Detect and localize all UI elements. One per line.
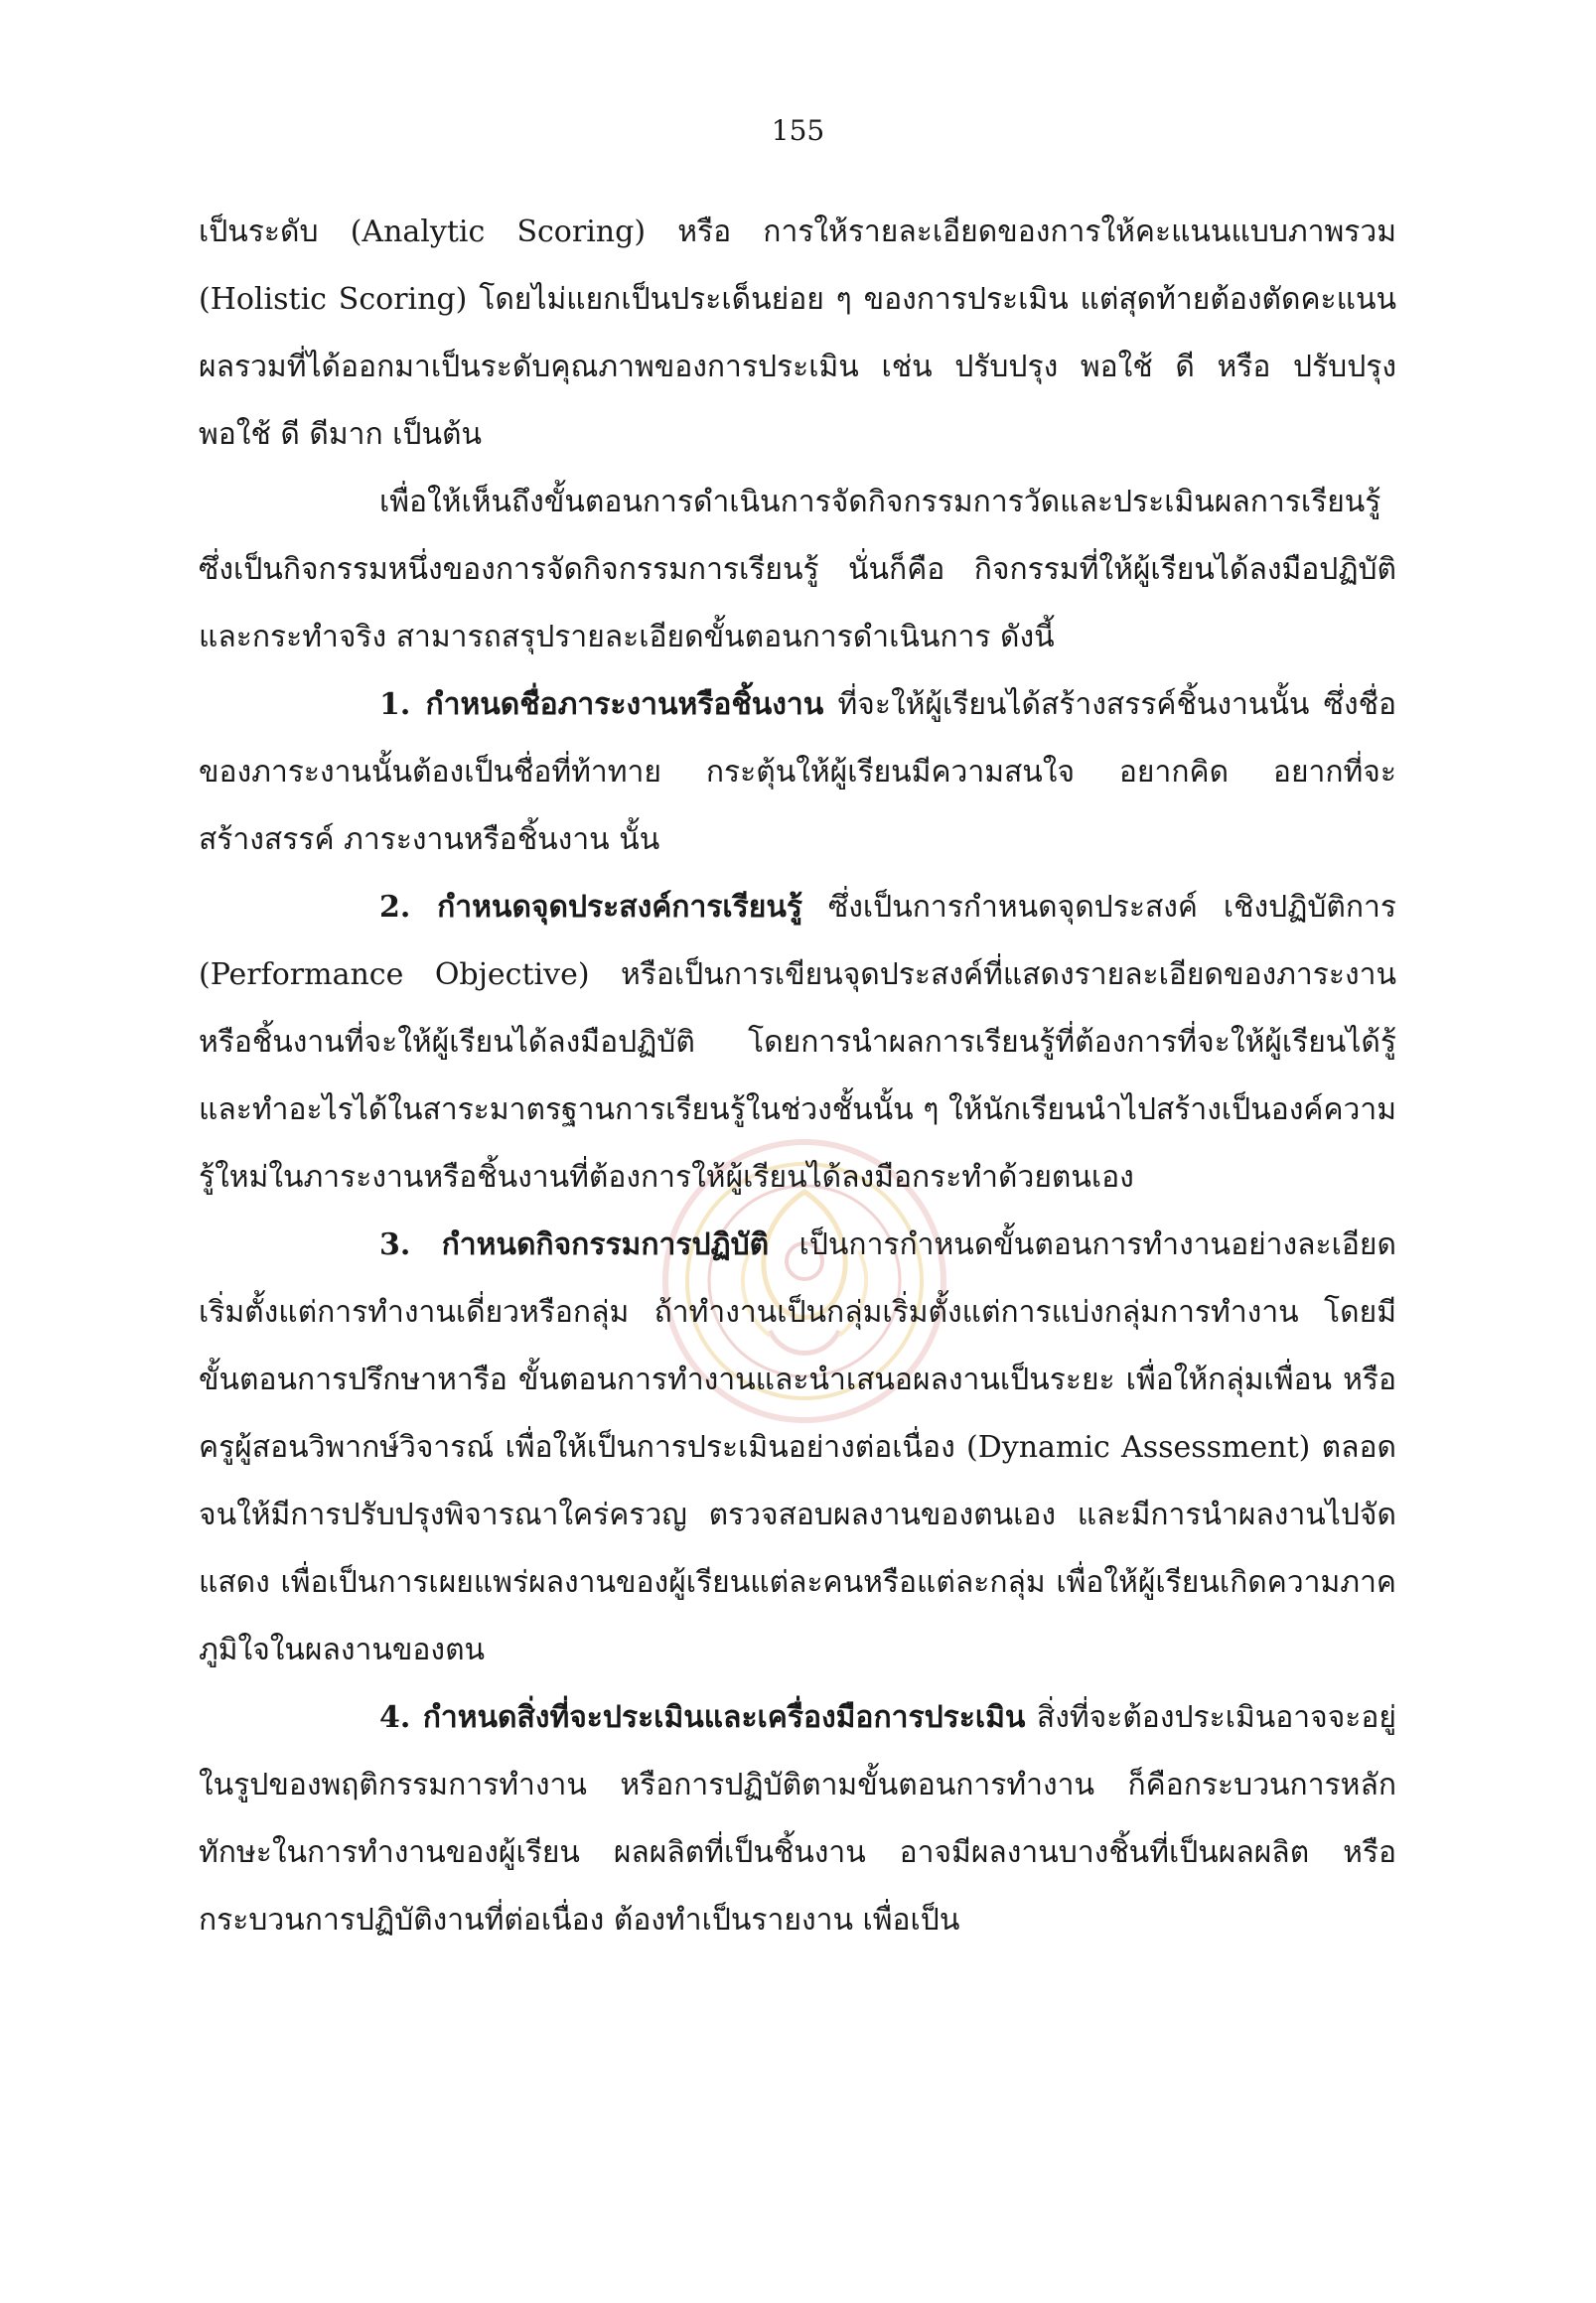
step-2-paragraph [199,874,1396,1212]
step-1-paragraph [199,671,1396,874]
paragraph-text: เพื่อให้เห็นถึงขั้นตอนการดำเนินการจัดกิจกรรมการวัดและประเมินผลการเรียนรู้ ซึ่งเป็นกิจกรรมหนึ่งของการจัดกิจกรรมการเรียนรู้ นั่นก็คือ กิจกรรมที่ให้ผู้เรียนได้ลงมือปฏิบัติและกระทำจริง สามารถสรุปรายละเอียดขั้นตอนการดำเนินการ ดังนี้ [199,485,1396,654]
step-2-heading: 2. กำหนดจุดประสงค์การเรียนรู้ [379,890,802,925]
paragraph-text: เป็นระดับ (Analytic Scoring) หรือ การให้รายละเอียดของการให้คะแนนแบบภาพรวม (Holistic Scoring) โดยไม่แยกเป็นประเด็นย่อย ๆ ของการประเมิน แต่สุดท้ายต้องตัดคะแนนผลรวมที่ได้ออกมาเป็นระดับคุณภาพของการประเมิน เช่น ปรับปรุง พอใช้ ดี หรือ ปรับปรุง พอใช้ ดี ดีมาก เป็นต้น [199,215,1396,452]
step-2-text: ซึ่งเป็นการกำหนดจุดประสงค์ เชิงปฏิบัติการ (Performance Objective) หรือเป็นการเขียนจุดประสงค์ที่แสดงรายละเอียดของภาระงาน หรือชิ้นงานที่จะให้ผู้เรียนได้ลงมือปฏิบัติ โดยการนำผลการเรียนรู้ที่ต้องการที่จะให้ผู้เรียนได้รู้ และทำอะไรได้ในสาระมาตรฐานการเรียนรู้ในช่วงชั้นนั้น ๆ ให้นักเรียนนำไปสร้างเป็นองค์ความรู้ใหม่ในภาระงานหรือชิ้นงานที่ต้องการให้ผู้เรียนได้ลงมือกระทำด้วยตนเอง [199,890,1396,1195]
paragraph-intro [199,469,1396,671]
step-4-paragraph [199,1684,1396,1954]
paragraph-continuation [199,199,1396,469]
step-1-heading: 1. กำหนดชื่อภาระงานหรือชิ้นงาน [379,687,824,722]
step-3-paragraph [199,1212,1396,1684]
page-number: 155 [771,114,825,147]
body-text [199,199,1396,1954]
step-1-text: ที่จะให้ผู้เรียนได้สร้างสรรค์ชิ้นงานนั้น ซึ่งชื่อของภาระงานนั้นต้องเป็นชื่อที่ท้าทาย กระตุ้นให้ผู้เรียนมีความสนใจ อยากคิด อยากที่จะสร้างสรรค์ ภาระงานหรือชิ้นงาน นั้น [199,687,1397,857]
step-4-heading: 4. กำหนดสิ่งที่จะประเมินและเครื่องมือการประเมิน [379,1700,1026,1735]
step-4-text: สิ่งที่จะต้องประเมินอาจจะอยู่ในรูปของพฤติกรรมการทำงาน หรือการปฏิบัติตามขั้นตอนการทำงาน ก็คือกระบวนการหลัก ทักษะในการทำงานของผู้เรียน ผลผลิตที่เป็นชิ้นงาน อาจมีผลงานบางชิ้นที่เป็นผลผลิต หรือกระบวนการปฏิบัติงานที่ต่อเนื่อง ต้องทำเป็นรายงาน เพื่อเป็น [199,1700,1396,1938]
step-3-heading: 3. กำหนดกิจกรรมการปฏิบัติ [379,1227,770,1262]
step-3-text: เป็นการกำหนดขั้นตอนการทำงานอย่างละเอียดเริ่มตั้งแต่การทำงานเดี่ยวหรือกลุ่ม ถ้าทำงานเป็นกลุ่มเริ่มตั้งแต่การแบ่งกลุ่มการทำงาน โดยมีขั้นตอนการปรึกษาหารือ ขั้นตอนการทำงานและนำเสนอผลงานเป็นระยะ เพื่อให้กลุ่มเพื่อน หรือครูผู้สอนวิพากษ์วิจารณ์ เพื่อให้เป็นการประเมินอย่างต่อเนื่อง (Dynamic Assessment) ตลอดจนให้มีการปรับปรุงพิจารณาใคร่ครวญ ตรวจสอบผลงานของตนเอง และมีการนำผลงานไปจัดแสดง เพื่อเป็นการเผยแพร่ผลงานของผู้เรียนแต่ละคนหรือแต่ละกลุ่ม เพื่อให้ผู้เรียนเกิดความภาคภูมิใจในผลงานของตน [199,1227,1396,1667]
